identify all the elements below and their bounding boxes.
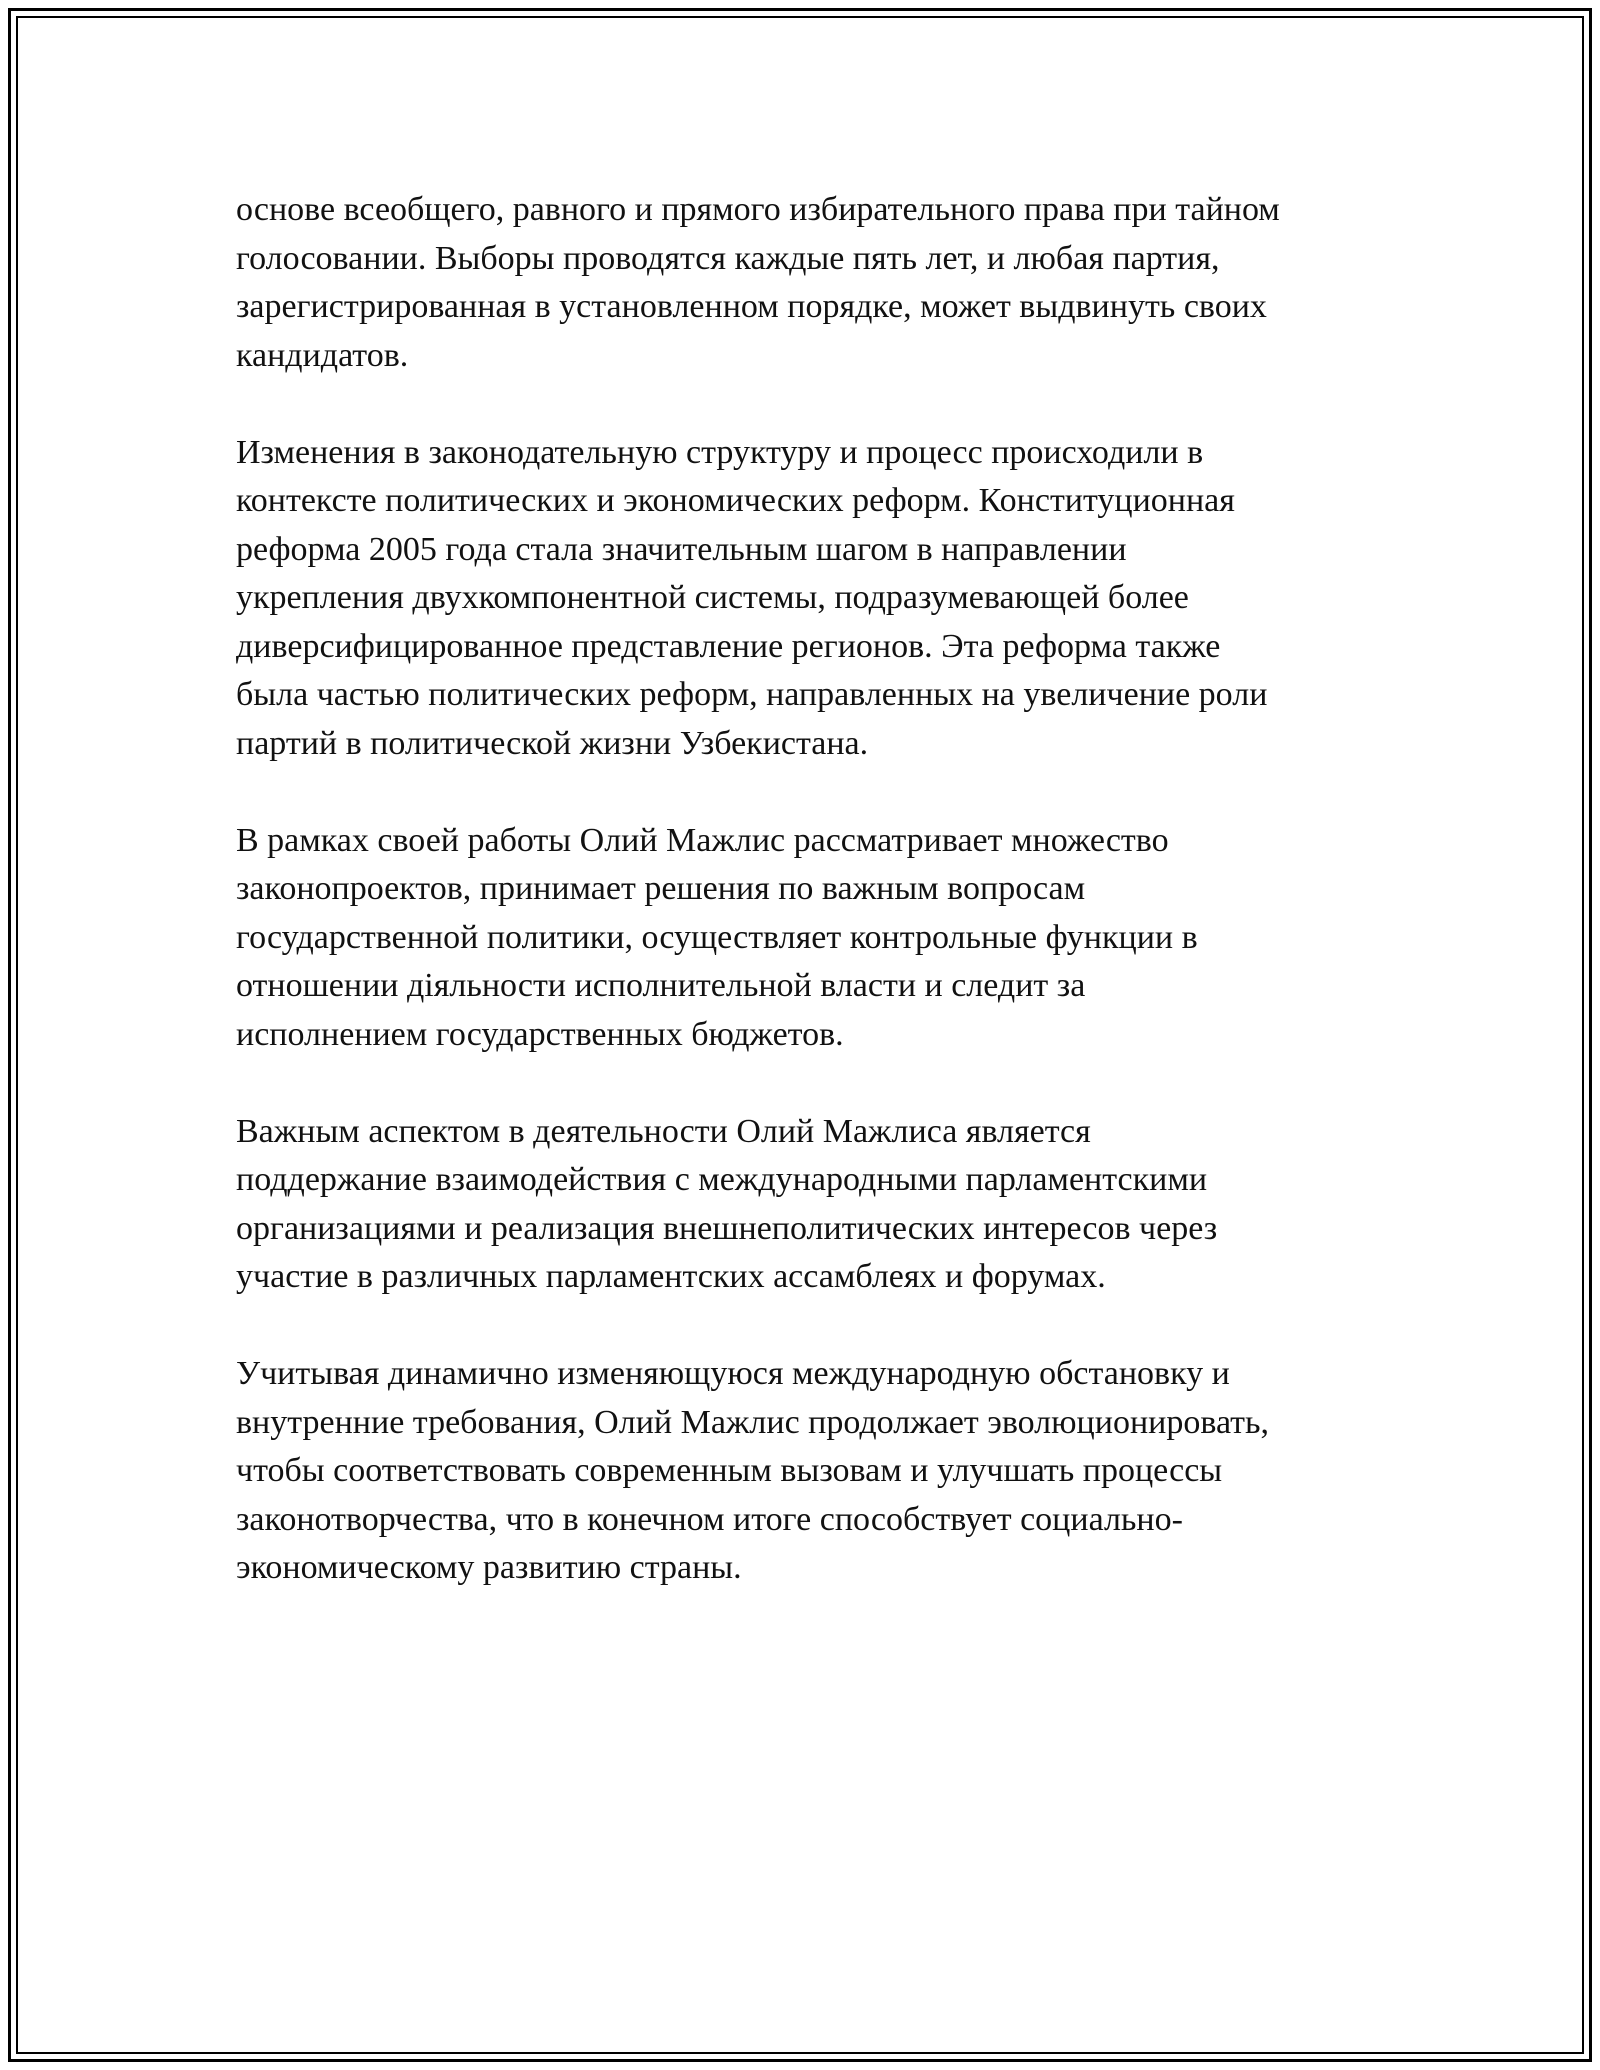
paragraph-3: [236, 817, 1396, 1060]
text-line: реформа 2005 года стала значительным шагом в направлении: [236, 530, 1127, 568]
text-line: укрепления двухкомпонентной системы, подразумевающей более: [236, 579, 1189, 616]
text-line: зарегистрированная в установленном порядке, может выдвинуть своих: [236, 288, 1267, 325]
paragraph-4: [236, 1108, 1396, 1302]
text-line: Изменения в законодательную структуру и процесс происходили в: [236, 433, 1204, 471]
text-line: контексте политических и экономических реформ. Конституционная: [236, 482, 1235, 519]
text-line: экономическому развитию страны.: [236, 1549, 742, 1586]
text-line: отношении діяльности исполнительной власти и следит за: [236, 967, 1086, 1004]
paragraph-5: [236, 1350, 1396, 1593]
text-line: исполнением государственных бюджетов.: [236, 1015, 844, 1053]
text-line: диверсифицированное представление регионов. Эта реформа также: [236, 627, 1221, 665]
text-line: законопроектов, принимает решения по важным вопросам: [236, 870, 1086, 907]
text-line: участие в различных парламентских ассамблеях и форумах.: [236, 1258, 1106, 1295]
text-line: внутренние требования, Олий Мажлис продолжает эволюционировать,: [236, 1403, 1270, 1441]
paragraph-1: [236, 186, 1396, 380]
paragraph-2: [236, 429, 1396, 769]
text-line: голосовании. Выборы проводятся каждые пять лет, и любая партия,: [236, 239, 1220, 277]
text-line: кандидатов.: [236, 336, 409, 374]
document-body: [236, 186, 1396, 1641]
text-line: Важным аспектом в деятельности Олий Мажлиса является: [236, 1112, 1091, 1150]
text-line: государственной политики, осуществляет контрольные функции в: [236, 918, 1198, 956]
text-line: была частью политических реформ, направленных на увеличение роли: [236, 676, 1268, 713]
text-line: чтобы соответствовать современным вызовам и улучшать процессы: [236, 1452, 1223, 1489]
text-line: поддержание взаимодействия с международными парламентскими: [236, 1161, 1208, 1198]
text-line: организациями и реализация внешнеполитических интересов через: [236, 1209, 1218, 1247]
text-line: законотворчества, что в конечном итоге способствует социально-: [236, 1500, 1183, 1538]
text-line: В рамках своей работы Олий Мажлис рассматривает множество: [236, 821, 1169, 859]
text-line: партий в политической жизни Узбекистана.: [236, 724, 869, 762]
text-line: основе всеобщего, равного и прямого избирательного права при тайном: [236, 191, 1280, 228]
text-line: Учитывая динамично изменяющуюся международную обстановку и: [236, 1355, 1230, 1392]
